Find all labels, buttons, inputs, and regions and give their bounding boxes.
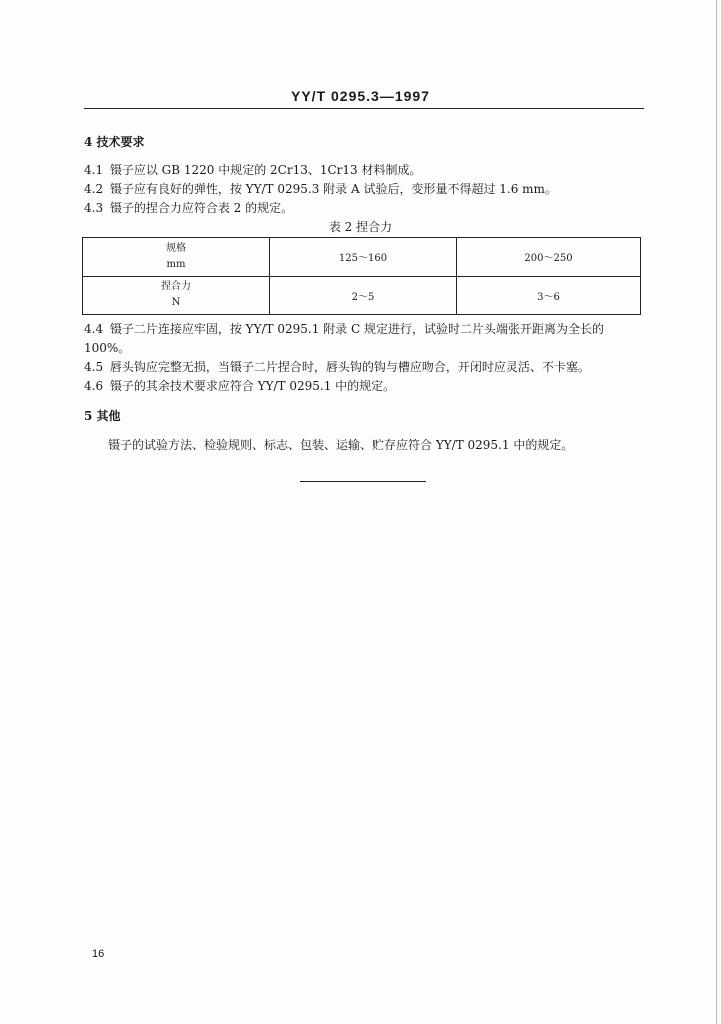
clause-text: 镊子的其余技术要求应符合 YY/T 0295.1 中的规定。: [109, 379, 396, 393]
clause-number: 4.3: [84, 201, 104, 215]
row-header-label: 规格: [166, 242, 186, 254]
table-row: [83, 238, 641, 277]
clause-number: 4.6: [84, 379, 104, 393]
clause-number: 4.2: [84, 182, 104, 196]
page-number: 16: [92, 948, 105, 960]
section-5-text: 镊子的试验方法、检验规则、标志、包装、运输、贮存应符合 YY/T 0295.1 中的规定。: [108, 438, 574, 452]
section-5-title: 5 其他: [84, 409, 121, 423]
table-cell: 2～5: [270, 276, 457, 315]
section-4-title: 4 技术要求: [84, 135, 145, 149]
clause-number: 4.5: [84, 360, 104, 374]
table-caption: 表 2 捏合力: [328, 220, 393, 234]
clause-4-5: [84, 358, 590, 375]
clause-4-3: [84, 199, 293, 216]
standard-header: YY/T 0295.3—1997: [291, 88, 430, 104]
pinch-force-table: [82, 237, 641, 315]
header-rule: [84, 108, 644, 109]
clause-text: 镊子二片连接应牢固，按 YY/T 0295.1 附录 C 规定进行，试验时二片头端张开距离为全长的: [109, 322, 604, 336]
table-cell: 3～6: [457, 276, 641, 315]
row-header-unit: N: [171, 297, 181, 309]
clause-4-1: [84, 161, 422, 178]
end-rule: [300, 481, 426, 482]
scan-edge: [716, 0, 717, 1024]
table-cell: 200～250: [457, 238, 641, 277]
clause-4-2: [84, 180, 557, 197]
clause-text: 唇头钩应完整无损，当镊子二片捏合时，唇头钩的钩与槽应吻合，开闭时应灵活、不卡塞。: [109, 360, 590, 374]
row-header-unit: mm: [166, 258, 186, 270]
clause-4-6: [84, 377, 395, 394]
clause-4-4: [84, 320, 604, 337]
row-header: [83, 276, 270, 315]
clause-number: 4.4: [84, 322, 104, 336]
row-header: [83, 238, 270, 277]
clause-text: 镊子的捏合力应符合表 2 的规定。: [109, 201, 294, 215]
table-row: [83, 276, 641, 315]
clause-text: 镊子应有良好的弹性，按 YY/T 0295.3 附录 A 试验后，变形量不得超过 1.6 mm。: [109, 182, 557, 196]
clause-4-4-continued: 100%。: [84, 341, 131, 355]
clause-number: 4.1: [84, 163, 104, 177]
row-header-label: 捏合力: [161, 281, 191, 293]
clause-text: 镊子应以 GB 1220 中规定的 2Cr13、1Cr13 材料制成。: [109, 163, 422, 177]
table-cell: 125～160: [270, 238, 457, 277]
